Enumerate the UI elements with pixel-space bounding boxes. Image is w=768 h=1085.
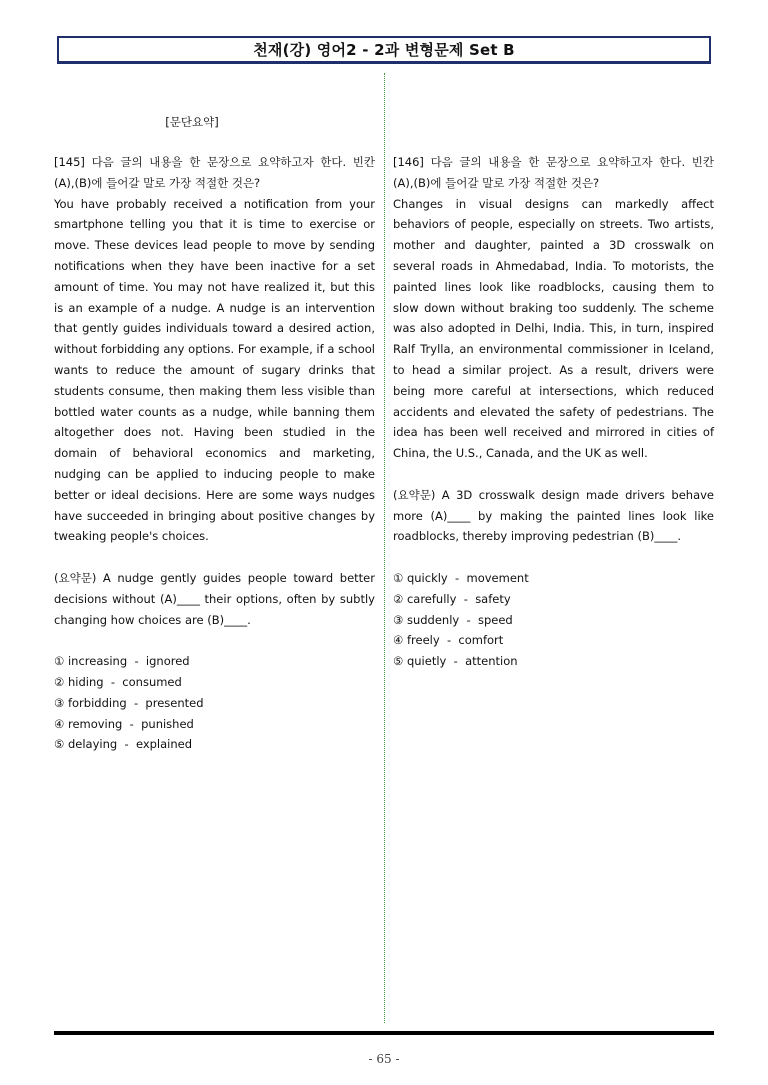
answer-option-4: ④ removing - punished — [54, 716, 194, 731]
page-number: - 65 - — [368, 1052, 400, 1066]
question-prompt: [145] 다음 글의 내용을 한 문장으로 요약하고자 한다. 빈칸 (A),(B)에 들어갈 말로 가장 적절한 것은? — [54, 155, 375, 190]
answer-option-1: ① increasing - ignored — [54, 654, 190, 669]
answer-option-3: ③ suddenly - speed — [393, 612, 513, 627]
passage-text: You have probably received a notification from your smartphone telling you that it is time to exercise or move. These devices lead people to move by sending notifications when they have been inactive for a set amount of time. You may not have realized it, but this is an example of a nudge. A nudge is an intervention that gently guides individuals toward a desired action, without forbidding any options. For example, if a school wants to reduce the amount of sugary drinks that students consume, then making them less visible than bottled water counts as a nudge, while banning them altogether does not. Having been studied in the domain of behavioral economics and marketing, nudging can be applied to inducing people to make better or ideal decisions. Here are some ways nudges have succeeded in bringing about positive changes by tweaking people's choices. — [54, 196, 375, 544]
answer-option-5: ⑤ delaying - explained — [54, 737, 193, 752]
question-prompt: [146] 다음 글의 내용을 한 문장으로 요약하고자 한다. 빈칸 (A),(B)에 들어갈 말로 가장 적절한 것은? — [393, 155, 714, 190]
footer-rule — [54, 1031, 714, 1035]
question-145 — [54, 152, 375, 755]
answer-option-1: ① quickly - movement — [393, 570, 529, 585]
question-146 — [393, 152, 714, 672]
section-label: [문단요약] — [165, 115, 219, 129]
passage-text: Changes in visual designs can markedly affect behaviors of people, especially on streets. Two artists, mother and daughter, painted a 3D crosswalk on several roads in Ahmedabad, India. To motorists, the painted lines look like roadblocks, causing them to slow down without braking too suddenly. The scheme was also adopted in Delhi, India. This, in turn, inspired Ralf Trylla, an environmental commissioner in Iceland, to head a similar project. As a result, drivers were being more careful at intersections, which reduced accidents and elevated the safety of pedestrians. The idea has been well received and mirrored in cities of China, the U.S., Canada, and the UK as well. — [393, 196, 714, 461]
header-title-box — [57, 36, 711, 64]
answer-option-5: ⑤ quietly - attention — [393, 654, 518, 669]
answer-option-2: ② carefully - safety — [393, 591, 511, 606]
summary-sentence: (요약문) A nudge gently guides people toward better decisions without (A)____ their options, often by subtly changing how choices are (B)____. — [54, 570, 375, 627]
answer-option-2: ② hiding - consumed — [54, 674, 182, 689]
answer-option-3: ③ forbidding - presented — [54, 695, 204, 710]
column-divider — [384, 73, 385, 1023]
answer-option-4: ④ freely - comfort — [393, 633, 504, 648]
summary-sentence: (요약문) A 3D crosswalk design made drivers behave more (A)____ by making the painted lines look like roadblocks, thereby improving pedestrian (B)____. — [393, 487, 714, 544]
page-title: 천재(강) 영어2 - 2과 변형문제 Set B — [253, 41, 515, 59]
